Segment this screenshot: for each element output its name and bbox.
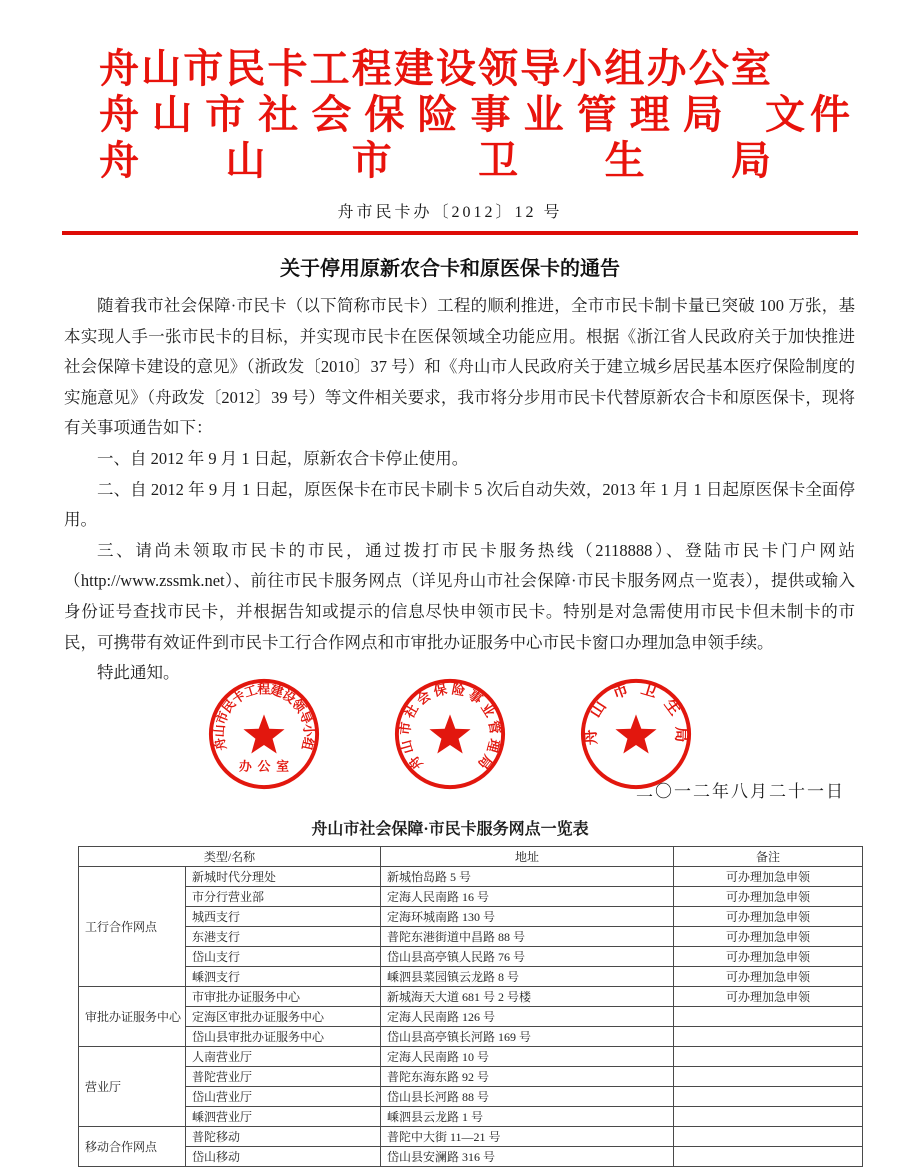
service-table-body — [79, 866, 863, 1166]
seal-health-bureau — [577, 675, 695, 793]
cell-remark — [674, 1046, 863, 1066]
table-row — [79, 926, 863, 946]
cell-name: 市分行营业部 — [186, 886, 381, 906]
cell-remark: 可办理加急申领 — [674, 926, 863, 946]
cell-address: 新城怡岛路 5 号 — [381, 866, 674, 886]
cell-name: 人南营业厅 — [186, 1046, 381, 1066]
table-title: 舟山市社会保障·市民卡服务网点一览表 — [311, 820, 589, 838]
cell-type: 审批办证服务中心 — [79, 986, 186, 1046]
cell-remark — [674, 1106, 863, 1126]
cell-type: 营业厅 — [79, 1046, 186, 1126]
cell-name: 定海区审批办证服务中心 — [186, 1006, 381, 1026]
cell-address: 普陀东港街道中昌路 88 号 — [381, 926, 674, 946]
org-name-1: 舟 山 市 民 卡 工 程 建 设 领 导 小 组 办 公 室 — [99, 47, 771, 91]
header-type-name: 类型/名称 — [79, 846, 381, 866]
cell-address: 普陀东海东路 92 号 — [381, 1066, 674, 1086]
table-row — [79, 1026, 863, 1046]
seal-ring-text: 舟山市民卡工程建设领导小组 — [211, 681, 317, 752]
doc-number: 舟市民卡办〔2012〕12 号 — [337, 204, 563, 221]
table-row — [79, 1146, 863, 1166]
cell-remark: 可办理加急申领 — [674, 886, 863, 906]
cell-address: 定海人民南路 16 号 — [381, 886, 674, 906]
table-row — [79, 1046, 863, 1066]
cell-remark — [674, 1146, 863, 1166]
seal-ring-text: 舟山市卫生局 — [582, 680, 690, 746]
table-row — [79, 1106, 863, 1126]
table-row — [79, 1066, 863, 1086]
notice-title: 关于停用原新农合卡和原医保卡的通告 — [280, 258, 620, 280]
notice-body — [64, 291, 855, 689]
cell-name: 市审批办证服务中心 — [186, 986, 381, 1006]
cell-name: 嵊泗支行 — [186, 966, 381, 986]
notice-paragraph: 三、请尚未领取市民卡的市民，通过拨打市民卡服务热线（2118888）、登陆市民卡门户网站（http://www.zssmk.net）、前往市民卡服务网点（详见舟山市社会保障·市民卡服务网点一览表），提供或输入身份证号查找市民卡，并根据告知或提示的信息尽快申领市民卡。特别是对急需使用市民卡但未制卡的市民，可携带有效证件到市民卡工行合作网点和市审批办证服务中心市民卡窗口办理加急申领手续。 — [64, 540, 855, 652]
letterhead — [99, 0, 855, 184]
star-icon — [243, 714, 284, 753]
seal-office-of-leading-group — [205, 675, 323, 793]
table-row — [79, 906, 863, 926]
cell-name: 新城时代分理处 — [186, 866, 381, 886]
table-row — [79, 886, 863, 906]
notice-paragraph: 特此通知。 — [97, 663, 180, 683]
cell-address: 新城海天大道 681 号 2 号楼 — [381, 986, 674, 1006]
star-icon — [615, 714, 656, 753]
cell-remark — [674, 1086, 863, 1106]
service-network-table — [78, 846, 863, 1167]
cell-type: 工行合作网点 — [79, 866, 186, 986]
cell-address: 岱山县长河路 88 号 — [381, 1086, 674, 1106]
cell-name: 普陀移动 — [186, 1126, 381, 1146]
cell-address: 普陀中大街 11—21 号 — [381, 1126, 674, 1146]
cell-address: 嵊泗县菜园镇云龙路 8 号 — [381, 966, 674, 986]
cell-address: 岱山县高亭镇长河路 169 号 — [381, 1026, 674, 1046]
cell-address: 岱山县高亭镇人民路 76 号 — [381, 946, 674, 966]
header-remark: 备注 — [674, 846, 863, 866]
header-address: 地址 — [381, 846, 674, 866]
table-header — [79, 846, 863, 866]
cell-name: 普陀营业厅 — [186, 1066, 381, 1086]
table-row — [79, 1126, 863, 1146]
cell-remark: 可办理加急申领 — [674, 966, 863, 986]
cell-name: 岱山支行 — [186, 946, 381, 966]
issue-date: 二〇一二年八月二十一日 — [636, 781, 845, 801]
cell-name: 岱山移动 — [186, 1146, 381, 1166]
cell-name: 岱山县审批办证服务中心 — [186, 1026, 381, 1046]
cell-remark — [674, 1126, 863, 1146]
org-name-2: 舟 山 市 社 会 保 险 事 业 管 理 局 — [99, 93, 723, 137]
cell-name: 东港支行 — [186, 926, 381, 946]
cell-address: 嵊泗县云龙路 1 号 — [381, 1106, 674, 1126]
seal-row — [205, 675, 900, 795]
cell-remark — [674, 1066, 863, 1086]
cell-remark: 可办理加急申领 — [674, 866, 863, 886]
seal-ring-text: 舟山市社会保险事业管理局 — [397, 681, 503, 773]
seal-social-insurance-bureau — [391, 675, 509, 793]
red-divider — [62, 231, 858, 235]
table-row — [79, 946, 863, 966]
cell-address: 定海环城南路 130 号 — [381, 906, 674, 926]
notice-paragraph: 随着我市社会保障·市民卡（以下简称市民卡）工程的顺利推进，全市市民卡制卡量已突破 100 万张，基本实现人手一张市民卡的目标，并实现市民卡在医保领域全功能应用。根据《浙江省人民政府关于加快推进社会保障卡建设的意见》（浙政发〔2010〕37 号）和《舟山市人民政府关于建立城乡居民基本医疗保险制度的实施意见》（舟政发〔2012〕39 号）等文件相关要求，我市将分步用市民卡代替原新农合卡和原医保卡，现将有关事项通告如下： — [64, 296, 855, 438]
table-row — [79, 966, 863, 986]
notice-paragraph: 一、自 2012 年 9 月 1 日起，原新农合卡停止使用。 — [97, 448, 469, 468]
cell-name: 嵊泗营业厅 — [186, 1106, 381, 1126]
cell-remark: 可办理加急申领 — [674, 986, 863, 1006]
cell-remark: 可办理加急申领 — [674, 946, 863, 966]
cell-remark: 可办理加急申领 — [674, 906, 863, 926]
org-name-3: 舟 山 市 卫 生 局 — [99, 139, 771, 183]
table-row — [79, 1006, 863, 1026]
star-icon — [429, 714, 470, 753]
org-name-2-line — [99, 92, 855, 138]
org-name-2-suffix: 文件 — [765, 93, 855, 137]
notice-paragraph: 二、自 2012 年 9 月 1 日起，原医保卡在市民卡刷卡 5 次后自动失效，2013 年 1 月 1 日起原医保卡全面停用。 — [64, 479, 856, 530]
seal-bottom-text: 办公室 — [238, 758, 295, 774]
cell-address: 岱山县安澜路 316 号 — [381, 1146, 674, 1166]
table-row — [79, 1086, 863, 1106]
cell-name: 岱山营业厅 — [186, 1086, 381, 1106]
cell-address: 定海人民南路 10 号 — [381, 1046, 674, 1066]
cell-remark — [674, 1026, 863, 1046]
table-row — [79, 986, 863, 1006]
cell-type: 移动合作网点 — [79, 1126, 186, 1166]
cell-address: 定海人民南路 126 号 — [381, 1006, 674, 1026]
cell-name: 城西支行 — [186, 906, 381, 926]
cell-remark — [674, 1006, 863, 1026]
service-network-section — [0, 816, 900, 1167]
table-row — [79, 866, 863, 886]
